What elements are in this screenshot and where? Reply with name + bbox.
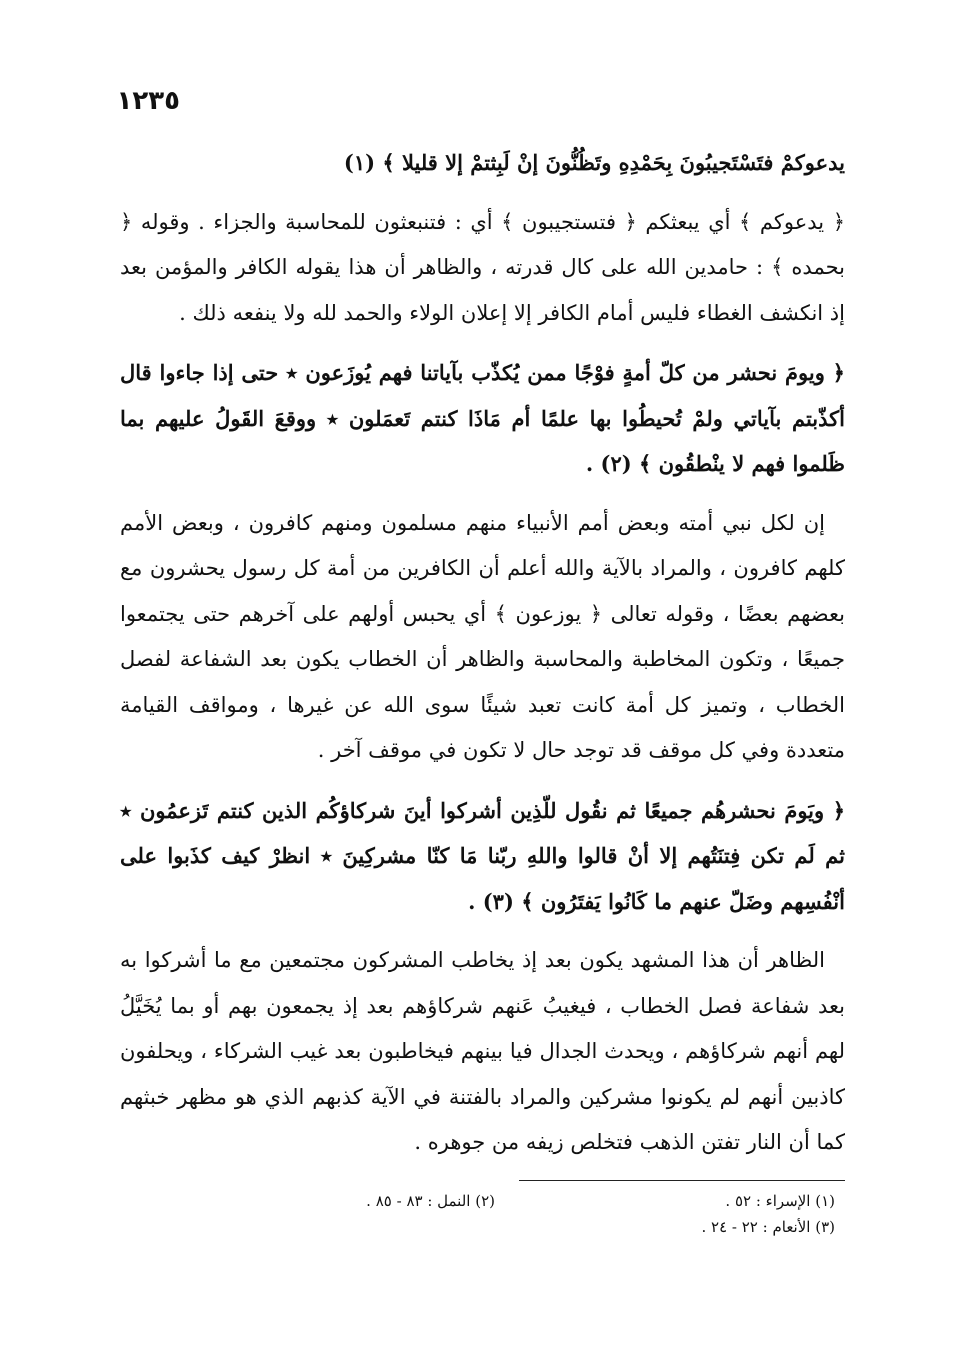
main-text [120, 140, 845, 1180]
footnote-2: (٢) النمل : ٨٣ - ٨٥ . [366, 1192, 495, 1210]
page-number: ١٢٣٥ [116, 86, 180, 116]
footnotes [135, 1188, 835, 1240]
verse-block: ﴿ ويومَ نحشر من كلّ أمةٍ فوْجًا ممن يُكذّب بآياتنا فهم يُوزَعون ٭ حتى إذا جاءوا قال أكذّبتم بآياتي ولمْ تُحيطُوا بها علمًا أم مَاذَا كنتم تَعمَلون ٭ ووقعَ القَولُ عليهم بما ظَلموا فهم لا ينْطقُون ﴾ (٢) . [120, 360, 845, 476]
footnote-3: (٣) الأنعام : ٢٢ - ٢٤ . [701, 1218, 835, 1236]
footnote-1: (١) الإسراء : ٥٢ . [725, 1192, 835, 1210]
footnote-row [135, 1214, 835, 1240]
footnote-row [135, 1188, 835, 1214]
footnote-divider [519, 1180, 845, 1181]
commentary-paragraph: ﴿ يدعوكم ﴾ أي يبعثكم ﴿ فتستجيبون ﴾ أي : فتنبعثون للمحاسبة والجزاء . وقوله ﴿ بحمده ﴾ : حامدين الله على كال قدرته ، والظاهر أن هذا يقوله الكافر والمؤمن بعد إذ انكشف الغطاء فليس أمام الكافر إلا إعلان الولاء والحمد لله ولا ينفعه ذلك . [120, 209, 845, 325]
verse-block: ﴿ ويَومَ نحشرهُم جميعًا ثم نقُول للّذِين أشركوا أينَ شركاؤكُم الذين كنتم تَزعمُون ٭ ثم لَم تكن فِتنَتُهم إلا أنْ قالوا واللهِ ربّنا مَا كنّا مشركِينَ ٭ انظرْ كيف كذَبوا على أنْفُسِهم وضَلّ عنهم ما كَانُوا يَفتَرُون ﴾ (٣) . [120, 797, 845, 914]
verse-continuation: يدعوكمْ فتَسْتَجيبُونَ بِحَمْدِهِ وتَظُنُّونَ إنْ لَبِثتمْ إلا قليلا ﴾ (١) [343, 150, 845, 175]
commentary-paragraph: إن لكل نبي أمته وبعض أمم الأنبياء منهم مسلمون ومنهم كافرون ، وبعض الأمم كلهم كافرون ، والمراد بالآية والله أعلم أن الكافرين من أمة كل رسول يحشرون مع بعضهم بعضًا ، وقوله تعالى ﴿ يوزعون ﴾ أي يحبس أولهم على آخرهم حتى يجتمعوا جميعًا ، وتكون المخاطبة والمحاسبة والظاهر أن الخطاب يكون بعد الشفاعة لفصل الخطاب ، وتميز كل أمة كانت تعبد شيئًا سوى الله عن غيرها ، ومواقف القيامة متعددة وفي كل موقف قد توجد حال لا تكون في موقف آخر . [120, 510, 845, 762]
commentary-paragraph: الظاهر أن هذا المشهد يكون بعد إذ يخاطب المشركون مجتمعين مع ما أشركوا به بعد شفاعة فصل الخطاب ، فيغيبُ عَنهم شركاؤهم بعد إذ يجمعون بهم أو بما يُخَيَّلُ لهم أنهم شركاؤهم ، ويحدث الجدال فيا بينهم فيخاطبون بعد غيب الشركاء ، ويحلفون كاذبين أنهم لم يكونوا مشركين والمراد بالفتنة في الآية كذبهم الذي هو مظهر خبثهم كما أن النار تفتن الذهب فتخلص زيفه من جوهره . [120, 948, 845, 1154]
